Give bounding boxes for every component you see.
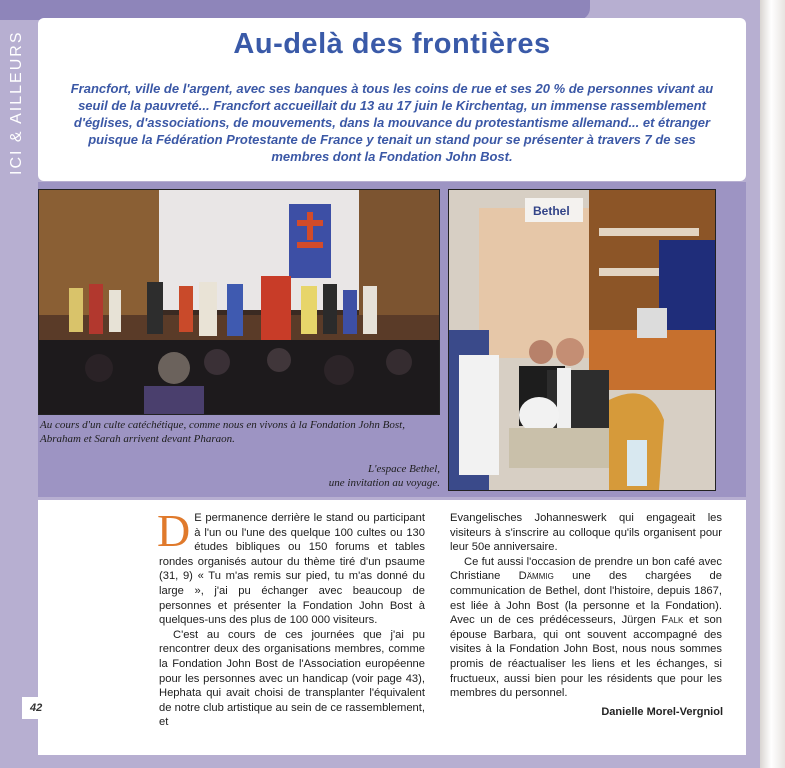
page-title: Au-delà des frontières bbox=[233, 28, 551, 60]
article-paragraph bbox=[157, 505, 425, 628]
caption-bethel-line1: L'espace Bethel, bbox=[368, 463, 440, 475]
book-spine bbox=[760, 0, 785, 768]
caption-bethel-photo bbox=[300, 462, 440, 490]
caption-stage-photo: Au cours d'un culte catéchétique, comme nous en vivons à la Fondation John Bost, Abraham et Sarah arrivent devant Pharaon. bbox=[40, 419, 405, 445]
photo-bethel-stand bbox=[448, 189, 716, 491]
article-column-left bbox=[157, 505, 425, 730]
drop-cap: D bbox=[157, 505, 191, 556]
article-column-right bbox=[450, 511, 722, 701]
person-name: Dämmig bbox=[518, 570, 554, 583]
section-rubric bbox=[6, 20, 32, 180]
intro-paragraph: Francfort, ville de l'argent, avec ses banques à tous les coins de rue et ses 20 % de personnes vivant au seuil de la pauvreté... Francfort accueillait du 13 au 17 juin le Kirchentag, un immense rassemblement d'églises, d'associations, de mouvements, dans la mouvance du protestantisme allemand... et étranger puisque la Fédération Protestante de France y tenait un stand pour se présenter à travers 7 de ses membres dont la Fondation John Bost. bbox=[70, 81, 714, 164]
top-band bbox=[0, 0, 590, 20]
author-signature: Danielle Morel-Vergniol bbox=[601, 706, 723, 718]
person-name: Falk bbox=[661, 614, 684, 627]
page-number: 42 bbox=[30, 702, 43, 714]
article-paragraph: C'est au cours de ces journées que j'ai pu rencontrer deux des organisations membres, comme la Fondation John Bost de l'Association européenne pour les personnes avec un handicap (voir page 43), Hephata qui avait choisi de transplanter l'équivalent de notre club artistique au sein de ce rassemblement, et bbox=[159, 628, 425, 729]
article-text: une des chargées de communication de Bethel, dont l'histoire, depuis 1867, est liée à John Bost (la personne et la Fondation). Avec un de ces prédécesseurs, Jürgen bbox=[450, 570, 722, 627]
section-rubric-label: ICI & AILLEURS bbox=[8, 30, 25, 175]
article-text: Ce fut aussi l'occasion de prendre un bon café avec Christiane bbox=[450, 555, 722, 583]
caption-bethel-line2: une invitation au voyage. bbox=[328, 477, 440, 489]
photo-stage-performance bbox=[38, 189, 440, 415]
article-text: et son épouse Barbara, qui ont souvent accompagné des visites à la Fondation John Bost, nous nous sommes promis de réactualiser les liens et les échanges, si fructueux, aussi bien pour les résidents que pour les membres du personnel. bbox=[450, 614, 722, 700]
article-paragraph: Evangelisches Johanneswerk qui engageait les visiteurs à s'inscrire au colloque qu'ils organisent pour leur 50e anniversaire. bbox=[450, 512, 722, 554]
article-paragraph bbox=[450, 555, 722, 701]
article-text: E permanence derrière le stand ou participant à l'un ou l'une des quelque 100 cultes ou 130 études bibliques ou 150 forums et tables rondes organisés autour du thème tiré d'un psaume (31, 9) « Tu m'as remis sur pied, tu m'as donné du large », j'ai pu échanger avec beaucoup de personnes et présenter la Fondation John Bost à quelques-uns des plus de 100 000 visiteurs. bbox=[159, 512, 425, 627]
bethel-sign: Bethel bbox=[533, 204, 570, 218]
